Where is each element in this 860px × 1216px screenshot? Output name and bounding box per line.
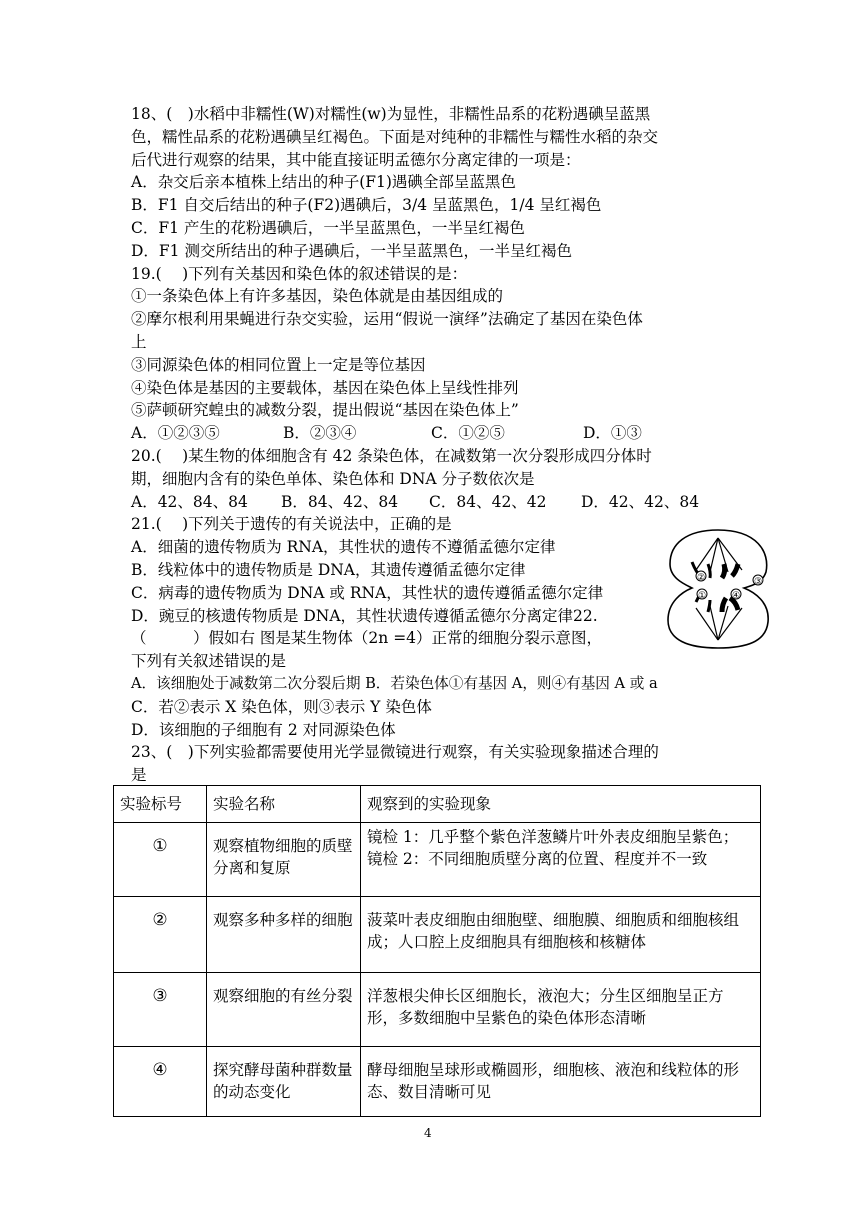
text-line: 23、( )下列实验都需要使用光学显微镜进行观察，有关实验现象描述合理的 [131,743,659,762]
page-number: 4 [424,1126,432,1140]
table-header-row [114,786,761,823]
text-line: 期，细胞内含有的染色单体、染色体和 DNA 分子数依次是 [131,469,535,488]
experiment-observation: 酵母细胞呈球形或椭圆形，细胞核、液泡和线粒体的形态、数目清晰可见 [361,1047,761,1117]
text-line: 色，糯性品系的花粉遇碘呈红褐色。下面是对纯种的非糯性与糯性水稻的杂交 [131,127,659,146]
text-line: A．该细胞处于减数第二次分裂后期 B．若染色体①有基因 A，则④有基因 A 或 a [131,674,658,692]
text-line: 19.( )下列有关基因和染色体的叙述错误的是： [131,264,468,283]
text-line: C．若②表示 X 染色体，则③表示 Y 染色体 [131,697,432,716]
text-line: 上 [131,332,147,351]
text-line: ⑤萨顿研究蝗虫的减数分裂，提出假说“基因在染色体上” [131,401,519,420]
experiment-name: 观察植物细胞的质壁分离和复原 [207,823,361,897]
figure-label-4: ④ [731,591,741,601]
experiment-name: 观察细胞的有丝分裂 [207,973,361,1047]
text-line: 是 [131,766,147,785]
q20-options [131,491,767,514]
q19-options [131,422,767,445]
text-line: ④染色体是基因的主要载体，基因在染色体上呈线性排列 [131,378,519,397]
q20-option-d: D．42、42、84 [581,492,700,511]
cell-outline [668,530,768,648]
experiment-name: 探究酵母菌种群数量的动态变化 [207,1047,361,1117]
experiment-observation: 菠菜叶表皮细胞由细胞壁、细胞膜、细胞质和细胞核组成；人口腔上皮细胞具有细胞核和核糖体 [361,897,761,973]
header-cell: 观察到的实验现象 [361,786,761,823]
figure-label-2: ② [696,573,706,583]
text-line: 21.( )下列关于遗传的有关说法中，正确的是 [131,515,452,534]
experiment-table [113,785,761,1117]
table-row [114,973,761,1047]
text-line: ①一条染色体上有许多基因，染色体就是由基因组成的 [131,287,504,306]
experiment-observation: 洋葱根尖伸长区细胞长，液泡大；分生区细胞呈正方形，多数细胞中呈紫色的染色体形态清晰 [361,973,761,1047]
experiment-number: ③ [114,973,207,1047]
experiment-number: ④ [114,1047,207,1117]
text-line: B．F1 自交后结出的种子(F2)遇碘后，3/4 呈蓝黑色，1/4 呈红褐色 [131,196,602,215]
experiment-number: ① [114,823,207,897]
text-line: ②摩尔根利用果蝇进行杂交实验，运用“假说一演绎”法确定了基因在染色体 [131,310,643,329]
q19-option-a: A．①②③⑤ [131,424,220,443]
q20-option-b: B．84、42、84 [281,492,399,511]
text-line: D．F1 测交所结出的种子遇碘后，一半呈蓝黑色，一半呈红褐色 [131,241,572,260]
text-line: 后代进行观察的结果，其中能直接证明孟德尔分离定律的一项是： [131,150,581,169]
cell-division-figure [662,524,774,652]
text-line: D．豌豆的核遗传物质是 DNA，其性状遗传遵循孟德尔分离定律22. [131,606,598,625]
text-line: C．病毒的遗传物质为 DNA 或 RNA，其性状的遗传遵循孟德尔定律 [131,583,604,602]
text-line: B．线粒体中的遗传物质是 DNA，其遗传遵循孟德尔定律 [131,560,526,579]
table-row [114,1047,761,1117]
q20-option-a: A．42、84、84 [131,492,248,511]
q19-option-c: C．①②⑤ [431,424,505,443]
text-line: （ ）假如右 图是某生物体（2n =4）正常的细胞分裂示意图， [131,629,603,648]
text-line: 20.( )某生物的体细胞含有 42 条染色体，在减数第一次分裂形成四分体时 [131,446,652,465]
text-line: A．杂交后亲本植株上结出的种子(F1)遇碘全部呈蓝黑色 [131,173,516,192]
figure-label-3: ③ [753,577,763,587]
text-line: 18、( )水稻中非糯性(W)对糯性(w)为显性，非糯性品系的花粉遇碘呈蓝黑 [131,105,651,123]
q19-option-b: B．②③④ [283,424,357,443]
text-line: 下列有关叙述错误的是 [131,652,287,671]
table-row [114,897,761,973]
experiment-name: 观察多种多样的细胞 [207,897,361,973]
header-cell: 实验名称 [207,786,361,823]
question-text [131,103,767,787]
table-row [114,823,761,897]
q19-option-d: D．①③ [583,424,642,443]
spindle-fibers-bottom [696,606,742,640]
figure-label-1: ① [697,591,707,601]
experiment-observation: 镜检 1：几乎整个紫色洋葱鳞片叶外表皮细胞呈紫色； 镜检 2：不同细胞质壁分离的位置、程度并不一致 [361,823,761,897]
text-line: C．F1 产生的花粉遇碘后，一半呈蓝黑色，一半呈红褐色 [131,218,525,237]
q20-option-c: C．84、42、42 [429,492,547,511]
text-line: ③同源染色体的相同位置上一定是等位基因 [131,355,426,374]
text-line: A．细菌的遗传物质为 RNA，其性状的遗传不遵循孟德尔定律 [131,538,556,557]
text-line: D．该细胞的子细胞有 2 对同源染色体 [131,720,396,739]
experiment-number: ② [114,897,207,973]
header-cell: 实验标号 [114,786,207,823]
